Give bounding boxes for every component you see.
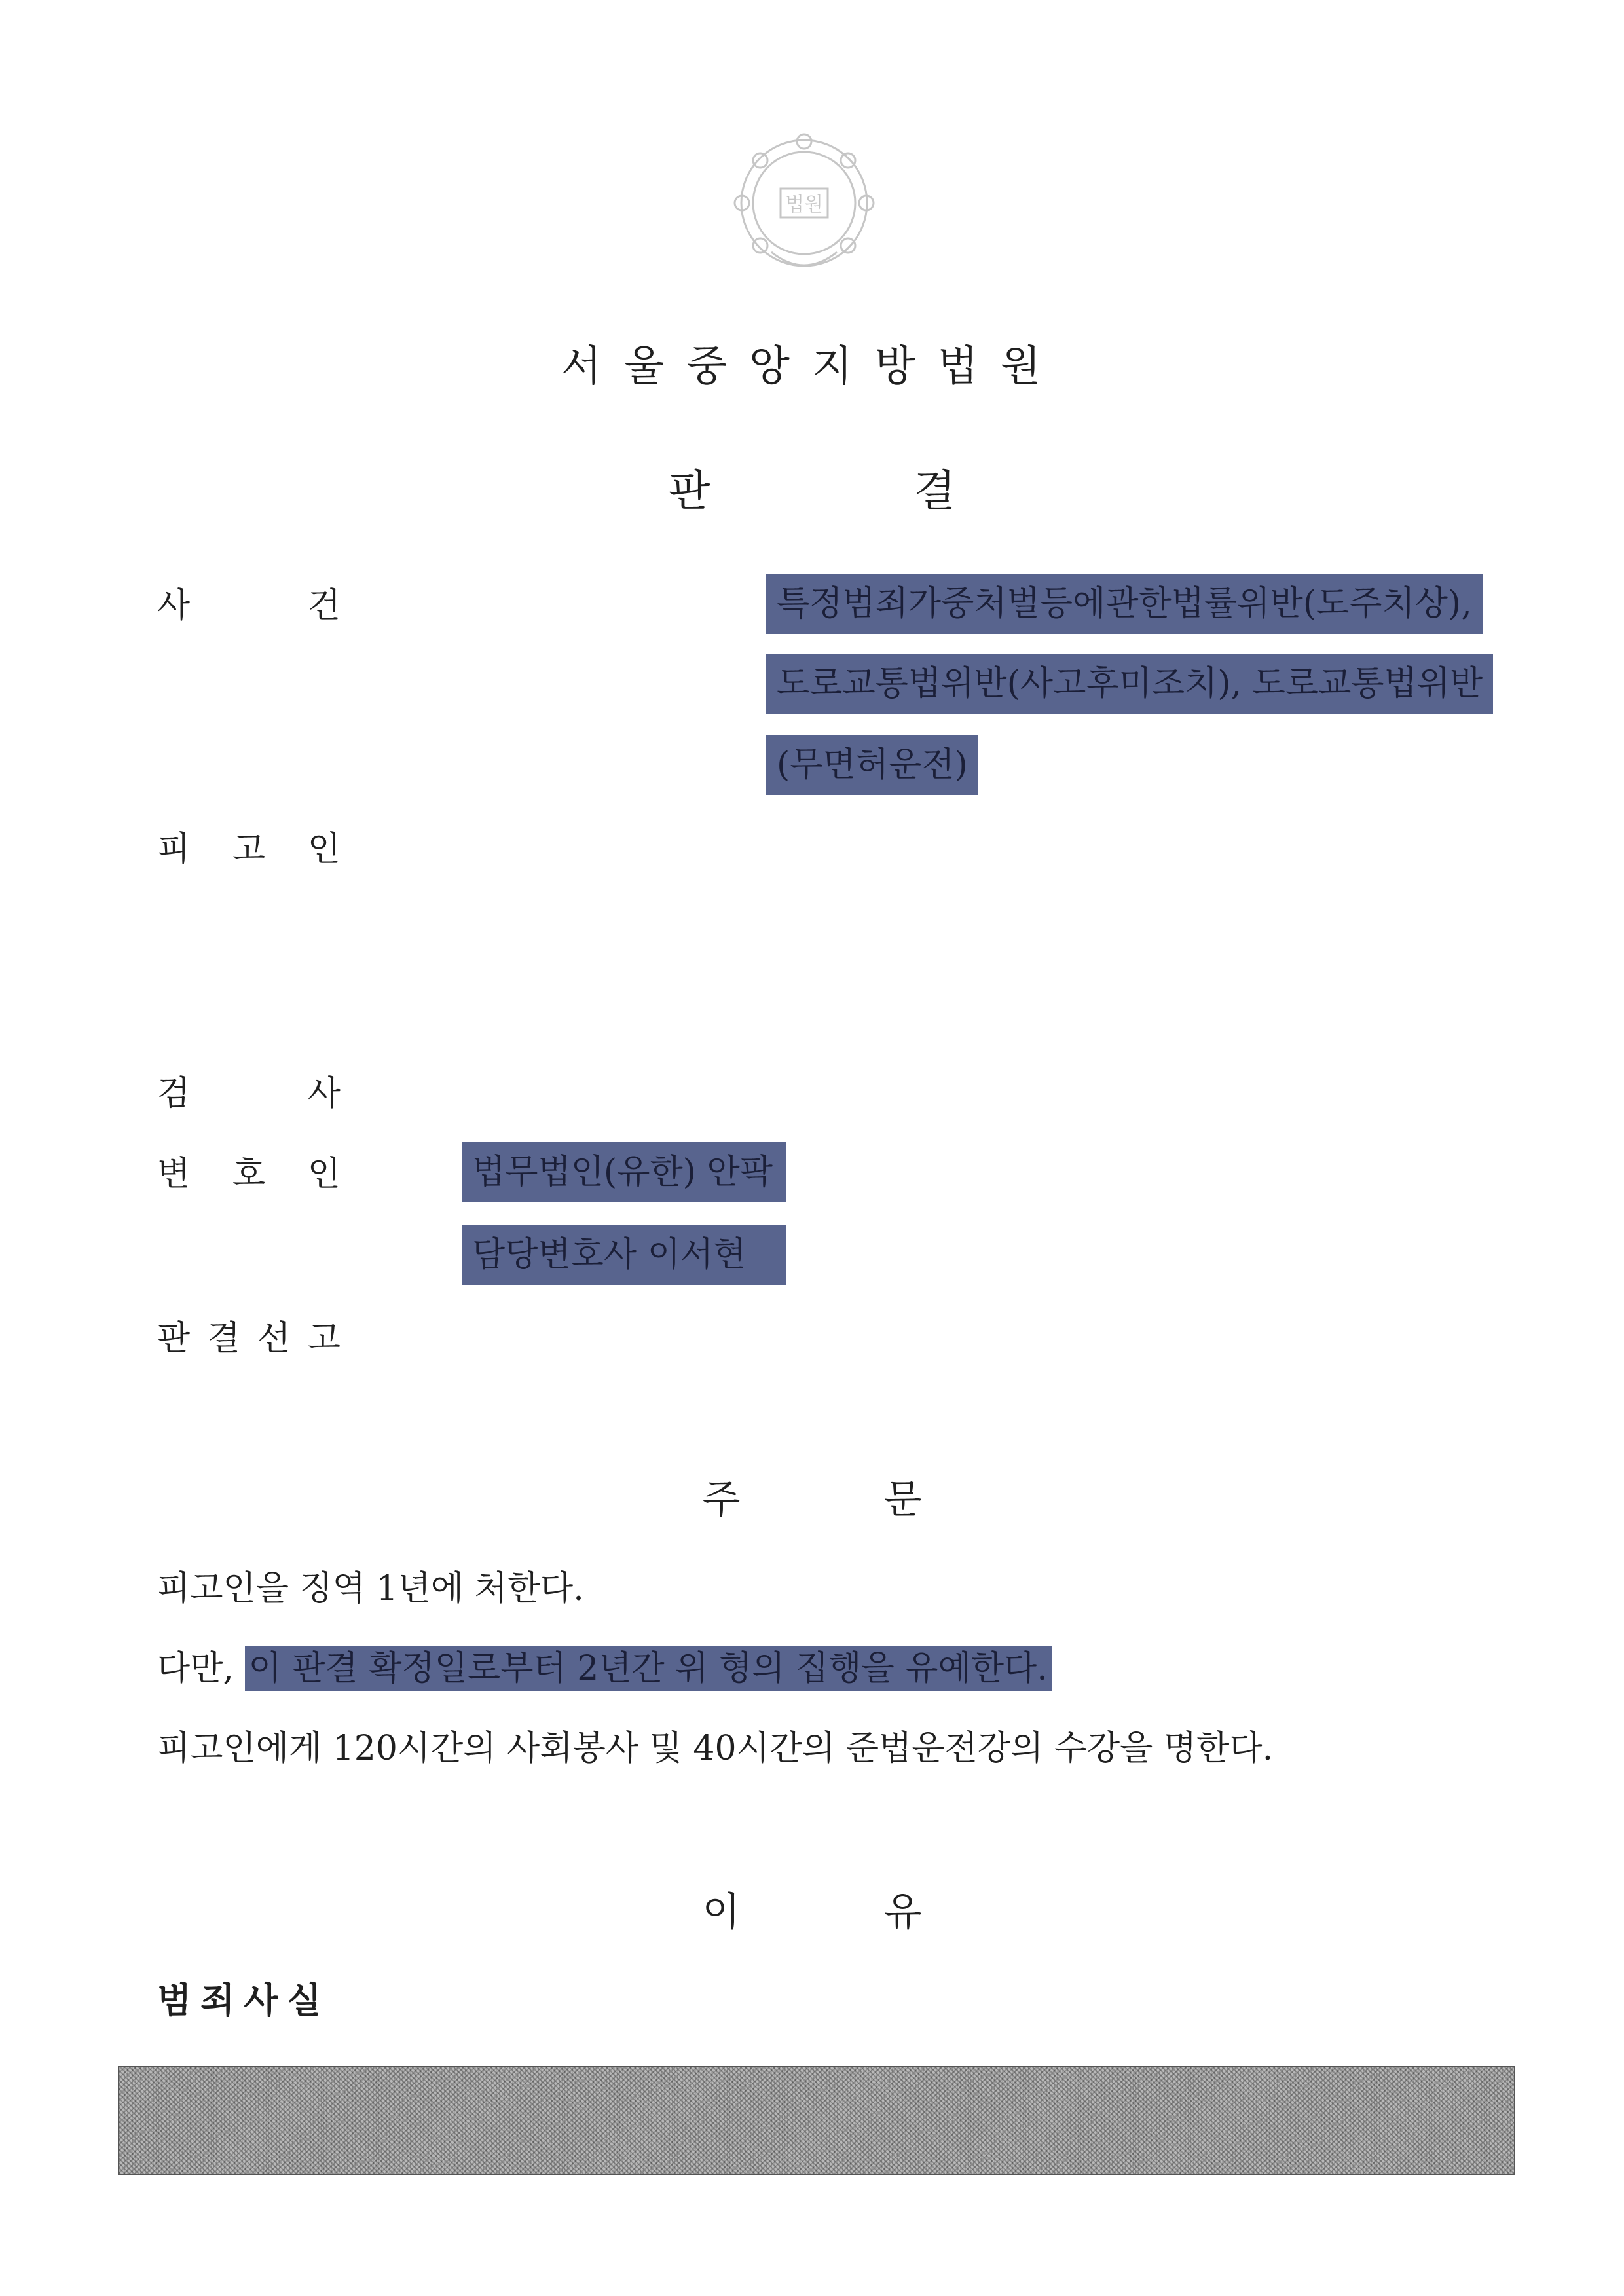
document-title: 판 결	[668, 466, 956, 516]
order-suspension-prefix: 다만,	[157, 1649, 234, 1688]
facts-heading: 범죄사실	[157, 1980, 331, 2021]
defendant-label: 피 고 인	[157, 830, 341, 869]
pronouncement-label: 판 결 선 고	[157, 1319, 341, 1358]
reasons-heading: 이 유	[702, 1889, 922, 1935]
redacted-block	[118, 2066, 1515, 2175]
court-name: 서울중앙지방법원	[561, 343, 1063, 391]
case-name-line-3: (무면허운전)	[766, 735, 978, 795]
case-name-line-1: 특정범죄가중처벌등에관한법률위반(도주치상),	[766, 574, 1483, 634]
counsel-firm: 법무법인(유한) 안팍	[462, 1142, 786, 1202]
case-label-char-1: 사	[157, 586, 191, 625]
counsel-attorney: 담당변호사 이서현	[462, 1225, 786, 1285]
prosecutor-label: 검 사	[157, 1074, 341, 1113]
case-label	[157, 580, 341, 632]
counsel-label: 변 호 인	[157, 1155, 341, 1194]
emblem-text: 법원	[785, 193, 823, 216]
order-sentence: 피고인을 징역 1년에 처한다.	[157, 1569, 584, 1608]
order-suspension	[157, 1639, 1052, 1699]
case-label-char-2: 건	[307, 586, 341, 625]
order-community-service: 피고인에게 120시간의 사회봉사 및 40시간의 준법운전강의 수강을 명한다.	[157, 1729, 1274, 1768]
order-heading: 주 문	[702, 1477, 922, 1523]
case-name-line-2: 도로교통법위반(사고후미조치), 도로교통법위반	[766, 654, 1493, 714]
court-emblem-icon	[726, 124, 883, 282]
order-suspension-highlight: 이 판결 확정일로부터 2년간 위 형의 집행을 유예한다.	[245, 1646, 1052, 1691]
